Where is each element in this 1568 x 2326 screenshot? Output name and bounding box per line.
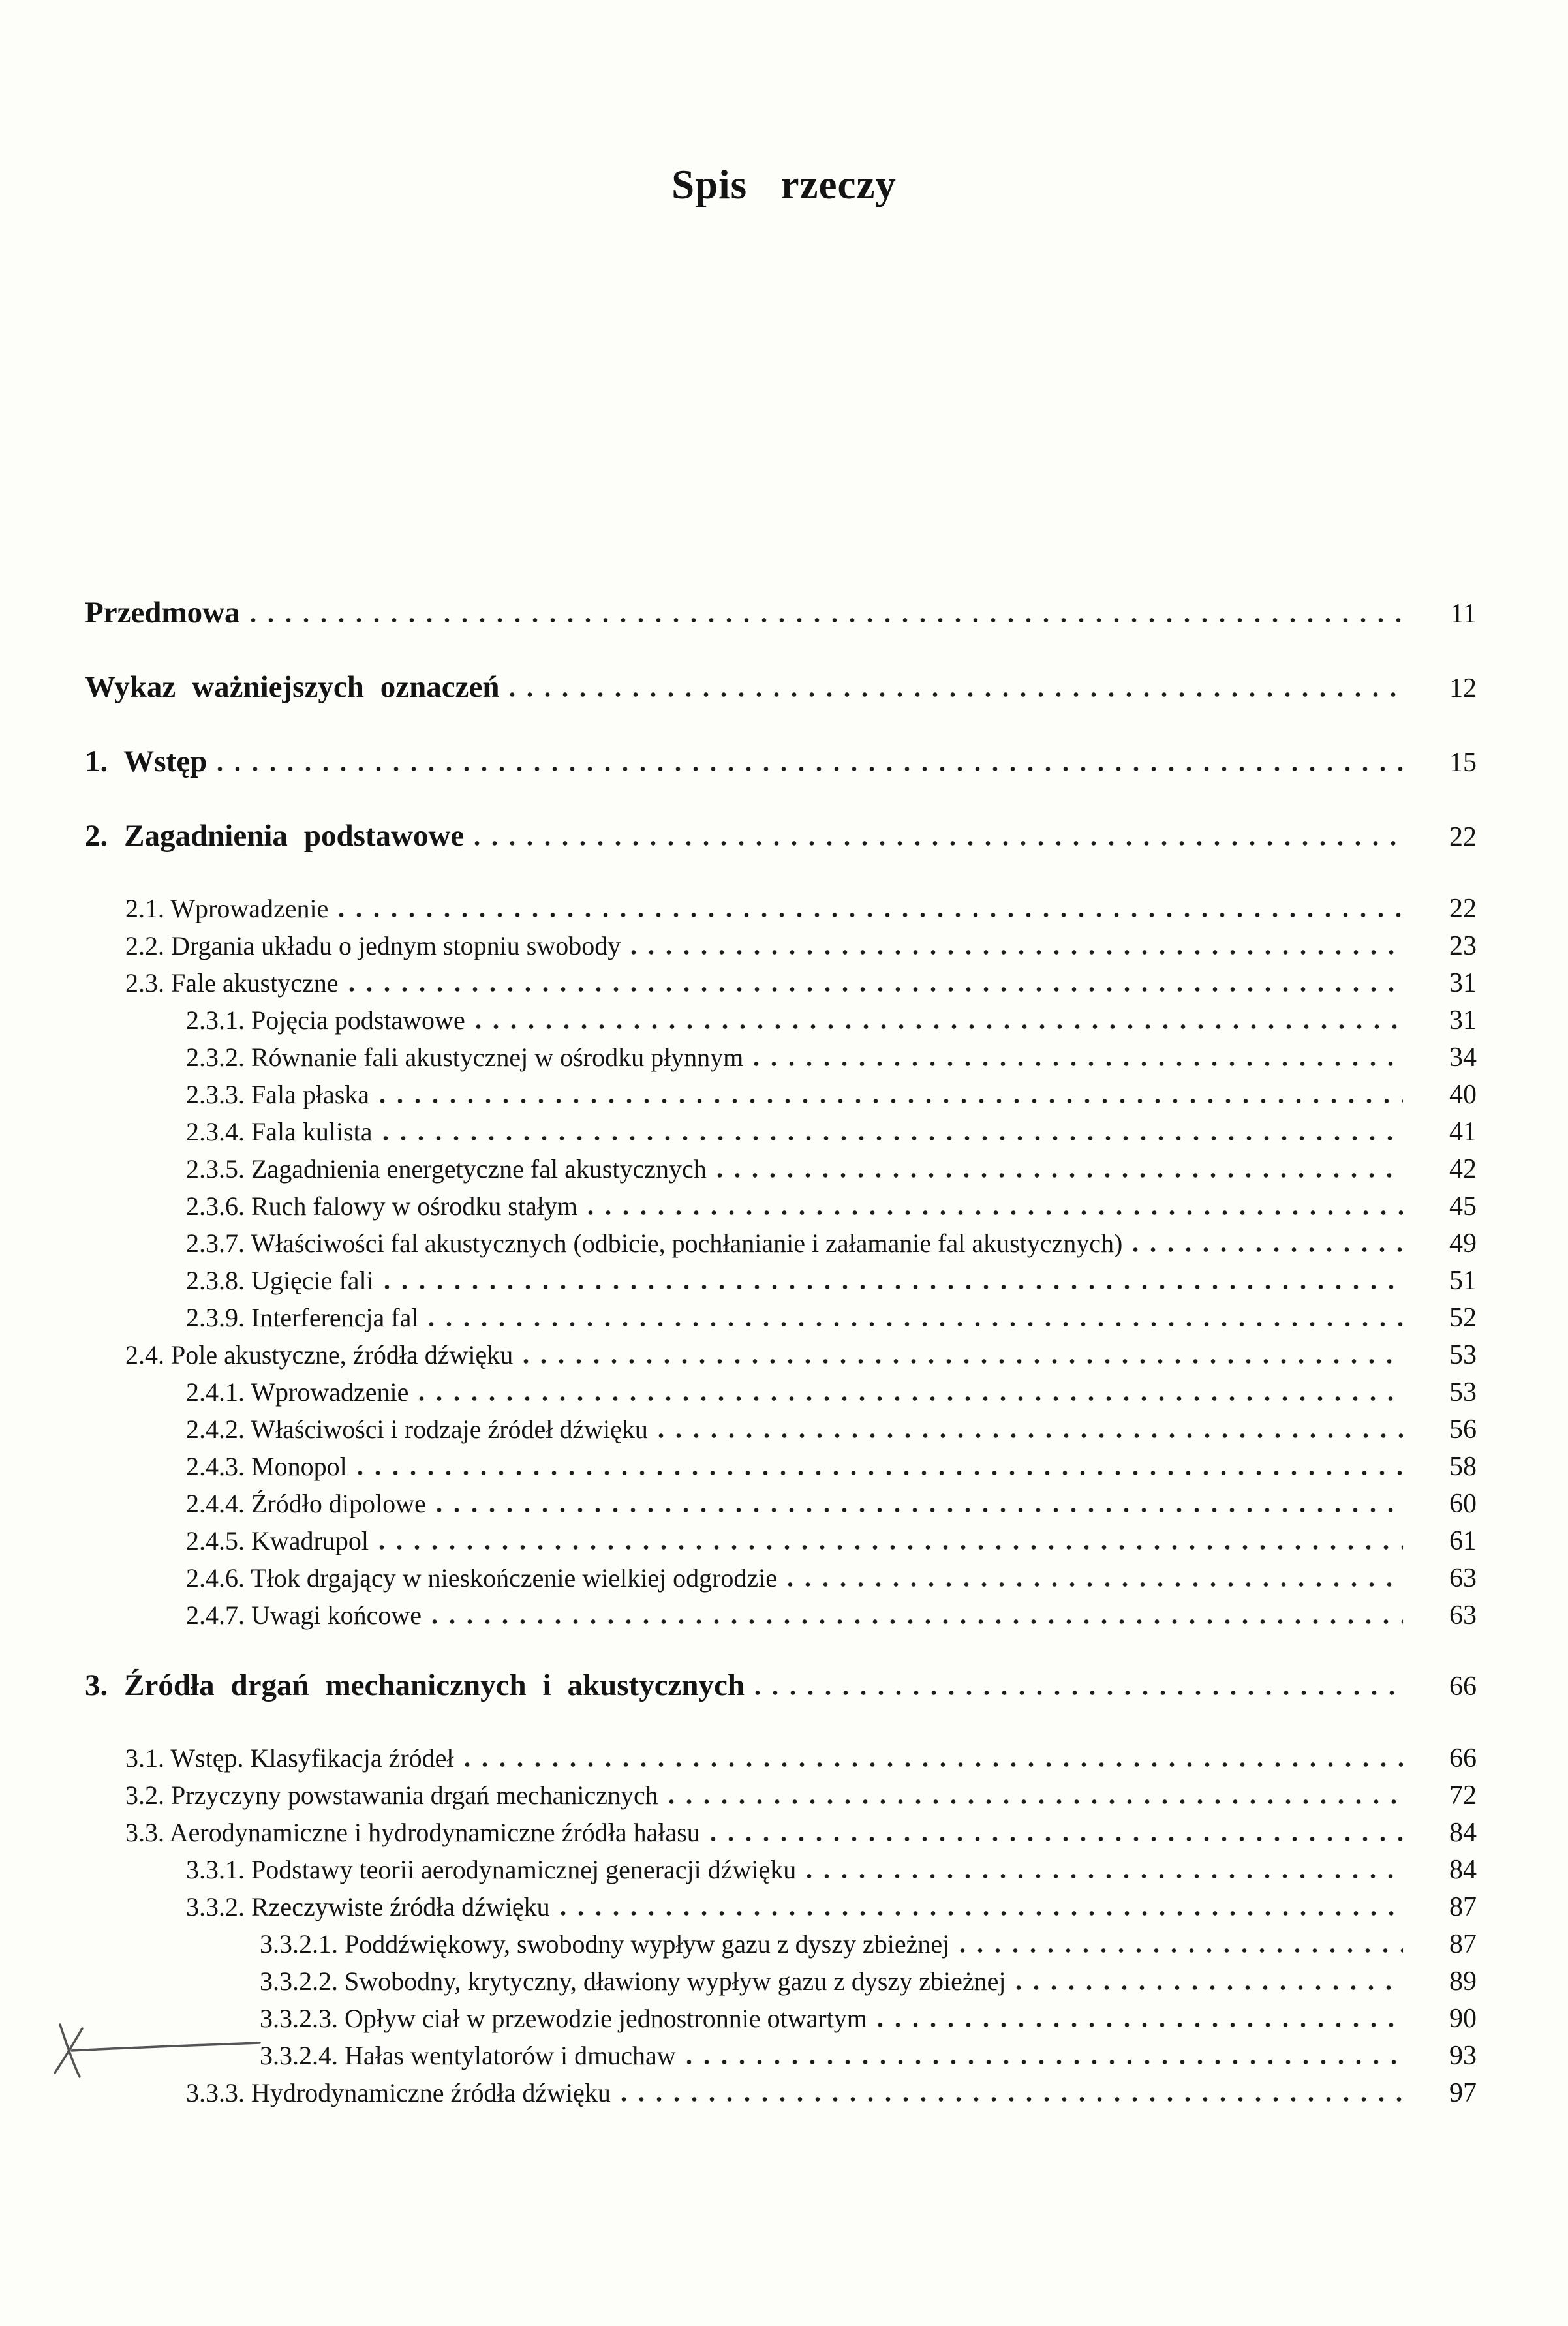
toc-entry [85,2037,1477,2074]
toc-entry-label: 3.3.2.1. Poddźwiękowy, swobodny wypływ gazu z dyszy zbieżnej [260,1929,950,1959]
toc-entry-page: 51 [1449,1266,1477,1296]
toc-entry-label: 2.3.9. Interferencja fal [186,1303,419,1332]
toc-entry-page: 90 [1449,2004,1477,2034]
toc-entry-label: 3.2. Przyczyny powstawania drgań mechanicznych [125,1781,658,1810]
dot-leader [523,1359,1403,1364]
toc-entry-page: 40 [1449,1080,1477,1110]
toc-entry-label: 2.3.6. Ruch falowy w ośrodku stałym [186,1191,577,1221]
dot-leader [474,841,1403,846]
toc-entry-label: 2.4.4. Źródło dipolowe [186,1489,426,1518]
toc-entry-label: 3.3.2. Rzeczywiste źródła dźwięku [186,1892,550,1921]
dot-leader [476,1024,1403,1029]
dot-leader [754,1062,1403,1066]
toc-entry [85,1963,1477,2000]
dot-leader [429,1322,1403,1326]
toc-entry-page: 34 [1449,1043,1477,1073]
dot-leader [686,2060,1403,2064]
toc-entry [85,1559,1477,1597]
toc-entry-page: 31 [1449,968,1477,998]
dot-leader [380,1099,1403,1103]
toc-entry-page: 89 [1449,1966,1477,1997]
toc-entry-page: 87 [1449,1892,1477,1922]
toc-entry-label: 3.1. Wstęp. Klasyfikacja źródeł [125,1743,454,1773]
dot-leader [561,1911,1403,1916]
toc-entry-label: 2.3.2. Równanie fali akustycznej w ośrodku płynnym [186,1043,744,1072]
toc-entry-page: 58 [1449,1452,1477,1482]
toc-entry-page: 84 [1449,1818,1477,1848]
toc-entry [85,1851,1477,1888]
toc-entry-page: 93 [1449,2041,1477,2071]
toc-entry-label: 3.3.3. Hydrodynamiczne źródła dźwięku [186,2078,611,2107]
dot-leader [717,1173,1403,1178]
dot-leader [384,1285,1403,1289]
toc-entry-page: 72 [1449,1781,1477,1811]
toc-entry [85,890,1477,927]
toc-entry-label: 3.3.1. Podstawy teorii aerodynamicznej generacji dźwięku [186,1855,797,1884]
dot-leader [465,1762,1403,1767]
toc-entry-label: 2.4. Pole akustyczne, źródła dźwięku [125,1340,514,1370]
toc-entry-page: 63 [1449,1563,1477,1593]
toc-entry-label: 2.3. Fale akustyczne [125,968,339,998]
dot-leader [383,1136,1403,1140]
toc-entry-label: 2. Zagadnienia podstawowe [85,819,465,853]
toc-entry [85,1888,1477,1925]
toc-entry-label: 2.4.2. Właściwości i rodzaje źródeł dźwięku [186,1415,648,1444]
toc-entry-label: 2.4.7. Uwagi końcowe [186,1600,422,1630]
toc-entry-page: 15 [1449,748,1477,778]
toc-entry-label: 2.3.4. Fala kulista [186,1117,373,1146]
toc-entry-label: Wykaz ważniejszych oznaczeń [85,670,500,704]
toc-entry [85,816,1477,856]
dot-leader [432,1619,1403,1624]
dot-leader [588,1210,1403,1215]
toc-entry-label: 2.3.8. Ugięcie fali [186,1266,374,1295]
dot-leader [1133,1247,1403,1252]
toc-entry-label: 2.3.1. Pojęcia podstawowe [186,1005,465,1035]
toc-entry [85,1411,1477,1448]
toc-entry-page: 53 [1449,1340,1477,1370]
toc-entry-label: 3. Źródła drgań mechanicznych i akustycznych [85,1668,745,1702]
dot-leader [755,1691,1403,1695]
toc-entry-label: 2.4.3. Monopol [186,1452,347,1481]
toc-entry-page: 56 [1449,1415,1477,1445]
dot-leader [711,1837,1403,1841]
dot-leader [669,1799,1403,1804]
toc-entry-page: 97 [1449,2078,1477,2108]
toc-entry-label: 2.2. Drgania układu o jednym stopniu swobody [125,931,621,960]
toc-entry-page: 41 [1449,1117,1477,1147]
dot-leader [658,1433,1403,1438]
toc-entry-page: 66 [1449,1672,1477,1702]
toc-entry [85,741,1477,782]
toc-entry-page: 63 [1449,1600,1477,1630]
toc-entry [85,1485,1477,1522]
toc-entry-page: 45 [1449,1191,1477,1221]
toc-entry [85,667,1477,707]
dot-leader [339,913,1403,917]
toc-entry-page: 12 [1449,673,1477,703]
dot-leader [349,987,1403,992]
toc-entry [85,1522,1477,1559]
dot-leader [251,618,1403,622]
toc-entry-label: 2.1. Wprowadzenie [125,894,329,923]
toc-entry [85,1925,1477,1963]
dot-leader [807,1874,1403,1878]
toc-entry-label: 3.3. Aerodynamiczne i hydrodynamiczne źródła hałasu [125,1818,700,1847]
toc-entry-page: 11 [1450,599,1477,629]
toc-entry-label: 3.3.2.2. Swobodny, krytyczny, dławiony wypływ gazu z dyszy zbieżnej [260,1966,1006,1996]
toc-entry [85,927,1477,964]
dot-leader [437,1508,1403,1512]
toc-entry-page: 60 [1449,1489,1477,1519]
dot-leader [878,2023,1403,2027]
toc-entry [85,964,1477,1002]
page-title: Spis rzeczy [671,162,897,207]
toc-entry-page: 49 [1449,1229,1477,1259]
toc-entry [85,1187,1477,1225]
toc-entry-label: 2.4.6. Tłok drgający w nieskończenie wielkiej odgrodzie [186,1563,778,1593]
toc-entry [85,1665,1477,1706]
toc-entry-label: 3.3.2.3. Opływ ciał w przewodzie jednostronnie otwartym [260,2004,867,2033]
toc-entry [85,1336,1477,1373]
toc-entry-label: 2.4.5. Kwadrupol [186,1526,369,1555]
toc-entry [85,2000,1477,2037]
toc-entry-page: 66 [1449,1743,1477,1773]
toc-entry [85,1448,1477,1485]
toc-entry [85,1299,1477,1336]
toc-entry-page: 61 [1449,1526,1477,1556]
toc-entry-page: 22 [1449,894,1477,924]
toc-entry-label: 1. Wstęp [85,744,208,778]
toc-entry [85,2074,1477,2111]
toc-entry [85,1225,1477,1262]
toc-entry-page: 84 [1449,1855,1477,1885]
toc-entry-label: Przedmowa [85,596,240,630]
toc-entry-page: 23 [1449,931,1477,961]
toc-entry-page: 42 [1449,1154,1477,1184]
toc-entry-page: 52 [1449,1303,1477,1333]
dot-leader [621,2097,1403,2102]
toc-entry [85,1150,1477,1187]
dot-leader [217,767,1403,771]
dot-leader [510,692,1403,697]
toc-entry-label: 2.3.3. Fala płaska [186,1080,370,1109]
toc-entry [85,1777,1477,1814]
dot-leader [1016,1985,1403,1990]
toc-list [85,561,1477,2111]
dot-leader [631,950,1403,955]
toc-entry [85,1373,1477,1411]
toc-entry-page: 22 [1449,822,1477,852]
toc-entry-label: 2.3.7. Właściwości fal akustycznych (odbicie, pochłanianie i załamanie fal akustycznych) [186,1229,1123,1258]
toc-entry [85,1597,1477,1634]
toc-entry-label: 2.3.5. Zagadnienia energetyczne fal akustycznych [186,1154,707,1184]
toc-entry [85,1739,1477,1777]
dot-leader [358,1471,1403,1475]
dot-leader [379,1545,1403,1550]
dot-leader [419,1396,1403,1401]
toc-entry [85,1113,1477,1150]
toc-entry-page: 31 [1449,1005,1477,1035]
toc-entry [85,1039,1477,1076]
toc-entry-label: 2.4.1. Wprowadzenie [186,1377,409,1407]
toc-entry [85,592,1477,633]
toc-entry-page: 87 [1449,1929,1477,1959]
toc-entry [85,1076,1477,1113]
toc-entry [85,1814,1477,1851]
toc-entry-label: 3.3.2.4. Hałas wentylatorów i dmuchaw [260,2041,676,2070]
dot-leader [960,1948,1403,1953]
toc-entry [85,1262,1477,1299]
toc-entry-page: 53 [1449,1377,1477,1407]
toc-entry [85,1002,1477,1039]
dot-leader [788,1582,1403,1587]
